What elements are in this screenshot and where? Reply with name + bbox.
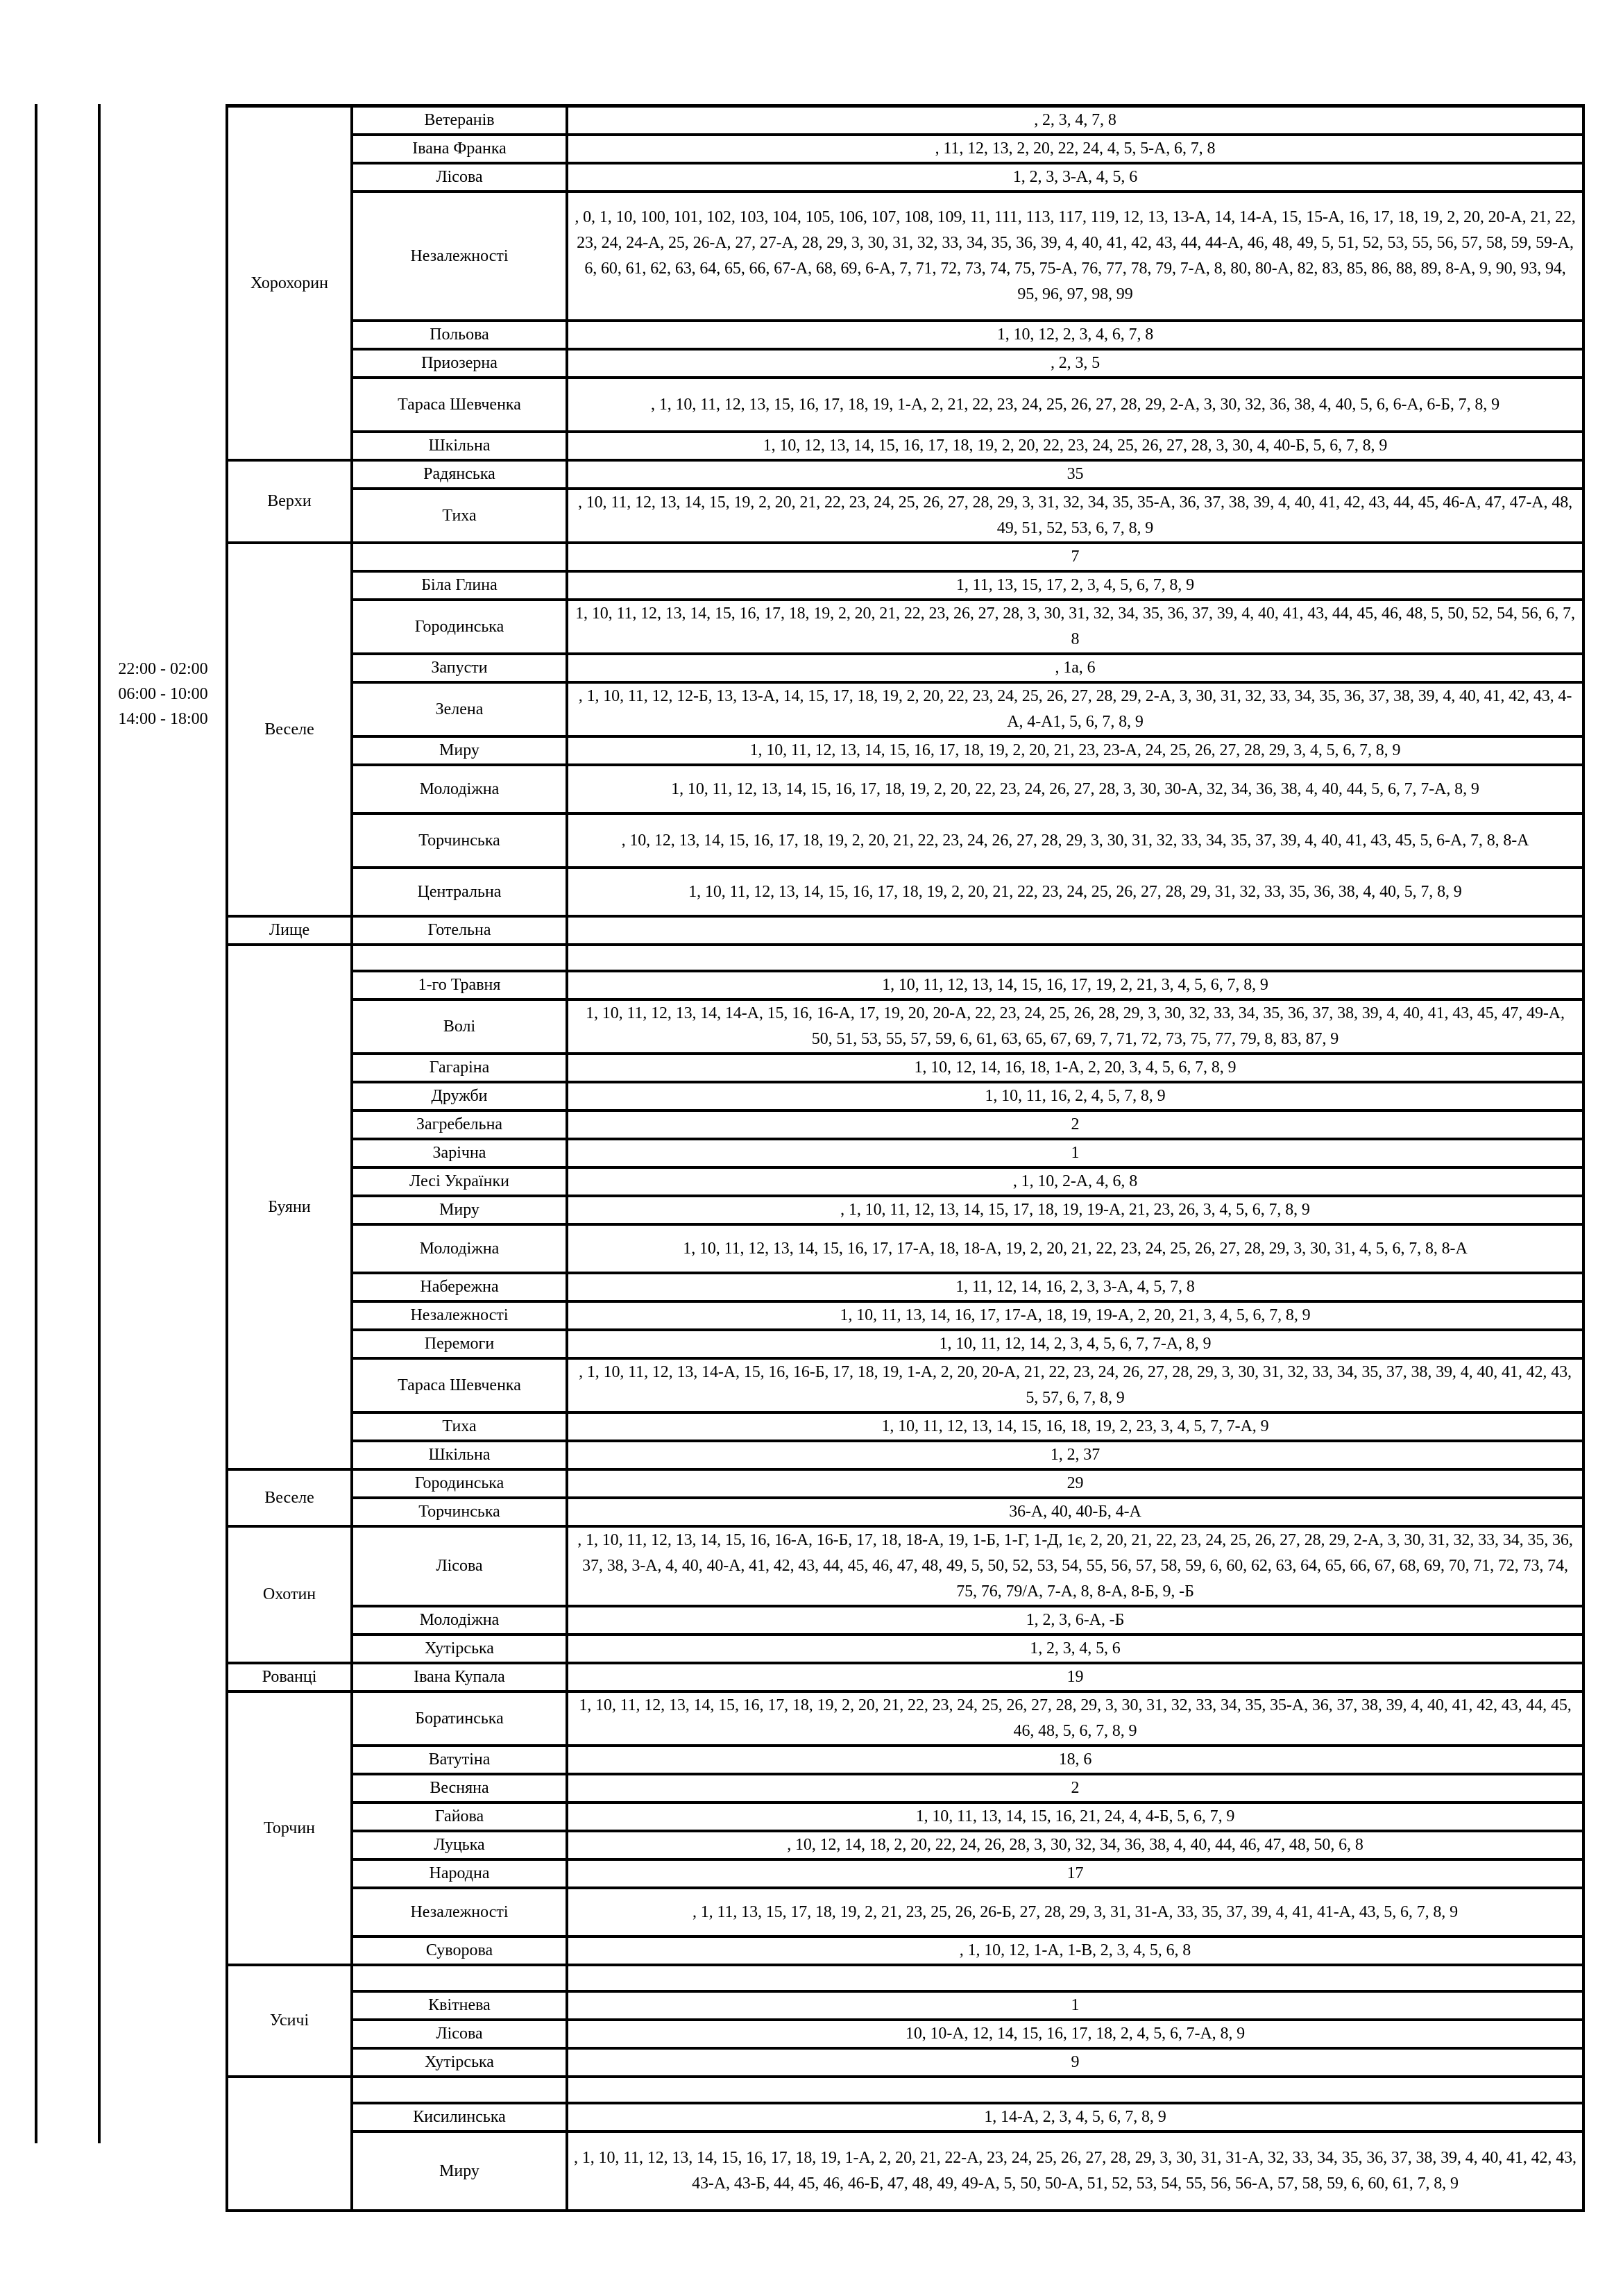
table-row	[227, 1965, 1583, 1991]
table-row	[227, 682, 1583, 736]
house-numbers-cell: 1, 10, 11, 12, 13, 14, 15, 16, 18, 19, 2, 23, 3, 4, 5, 7, 7-А, 9	[567, 1412, 1583, 1441]
street-cell	[352, 945, 567, 971]
street-cell: Гагаріна	[352, 1054, 567, 1082]
house-numbers-cell: 1, 11, 12, 14, 16, 2, 3, 3-А, 4, 5, 7, 8	[567, 1273, 1583, 1301]
street-cell: Миру	[352, 1196, 567, 1224]
table-row	[227, 1991, 1583, 2020]
street-cell: Торчинська	[352, 1498, 567, 1526]
house-numbers-cell	[567, 2077, 1583, 2103]
street-cell: Квітнева	[352, 1991, 567, 2020]
table-row	[227, 945, 1583, 971]
table-row	[227, 1526, 1583, 1606]
house-numbers-cell: 1, 10, 12, 2, 3, 4, 6, 7, 8	[567, 321, 1583, 349]
table-row	[227, 1441, 1583, 1469]
house-numbers-cell: 1, 2, 37	[567, 1441, 1583, 1469]
house-numbers-cell: , 1а, 6	[567, 654, 1583, 682]
table-body	[227, 106, 1583, 2211]
house-numbers-cell: 1, 10, 12, 13, 14, 15, 16, 17, 18, 19, 2, 20, 22, 23, 24, 25, 26, 27, 28, 3, 30, 4, 40-Б, 5, 6, 7, 8, 9	[567, 432, 1583, 460]
table-row	[227, 999, 1583, 1054]
street-cell: Молодіжна	[352, 1606, 567, 1635]
table-row	[227, 654, 1583, 682]
street-cell: Хутірська	[352, 1635, 567, 1663]
house-numbers-cell: 1, 11, 13, 15, 17, 2, 3, 4, 5, 6, 7, 8, 9	[567, 571, 1583, 600]
table-row	[227, 1412, 1583, 1441]
house-numbers-cell: , 2, 3, 5	[567, 349, 1583, 378]
village-cell	[227, 2077, 352, 2211]
table-row	[227, 868, 1583, 916]
house-numbers-cell: , 1, 10, 11, 12, 12-Б, 13, 13-А, 14, 15, 17, 18, 19, 2, 20, 22, 23, 24, 25, 26, 27, 28, 29, 2-А, 3, 30, 31, 32, 33, 34, 35, 36, 37, 38, 39, 4, 40, 41, 42, 43, 4-А, 4-А1, 5, 6, 7, 8, 9	[567, 682, 1583, 736]
table-row	[227, 1803, 1583, 1831]
street-cell: Дружби	[352, 1082, 567, 1111]
street-cell: Центральна	[352, 868, 567, 916]
table-row	[227, 1358, 1583, 1412]
house-numbers-cell: 1	[567, 1991, 1583, 2020]
house-numbers-cell: 1, 14-А, 2, 3, 4, 5, 6, 7, 8, 9	[567, 2103, 1583, 2132]
street-cell: Біла Глина	[352, 571, 567, 600]
street-cell: Кисилинська	[352, 2103, 567, 2132]
house-numbers-cell: 1, 10, 11, 12, 13, 14, 15, 16, 17, 18, 19, 2, 20, 21, 23, 23-А, 24, 25, 26, 27, 28, 29, 3, 4, 5, 6, 7, 8, 9	[567, 736, 1583, 765]
table-row	[227, 321, 1583, 349]
house-numbers-cell: , 0, 1, 10, 100, 101, 102, 103, 104, 105, 106, 107, 108, 109, 11, 111, 113, 117, 119, 12, 13, 13-А, 14, 14-А, 15, 15-А, 16, 17, 18, 19, 2, 20, 20-А, 21, 22, 23, 24, 24-А, 25, 26-А, 27, 27-А, 28, 29, 3, 30, 31, 32, 33, 34, 35, 36, 39, 4, 40, 41, 42, 43, 44, 44-А, 46, 48, 49, 5, 51, 52, 53, 55, 56, 57, 58, 59, 59-А, 6, 60, 61, 62, 63, 64, 65, 66, 67-А, 68, 69, 6-А, 7, 71, 72, 73, 74, 75, 75-А, 76, 77, 78, 79, 7-А, 8, 80, 80-А, 82, 83, 85, 86, 88, 89, 8-А, 9, 90, 93, 94, 95, 96, 97, 98, 99	[567, 192, 1583, 321]
village-cell: Охотин	[227, 1526, 352, 1663]
outage-schedule-table	[226, 104, 1585, 2212]
house-numbers-cell: 10, 10-А, 12, 14, 15, 16, 17, 18, 2, 4, 5, 6, 7-А, 8, 9	[567, 2020, 1583, 2048]
street-cell: Ватутіна	[352, 1746, 567, 1774]
house-numbers-cell: 1, 10, 12, 14, 16, 18, 1-А, 2, 20, 3, 4, 5, 6, 7, 8, 9	[567, 1054, 1583, 1082]
house-numbers-cell: , 10, 12, 14, 18, 2, 20, 22, 24, 26, 28, 3, 30, 32, 34, 36, 38, 4, 40, 44, 46, 47, 48, 50, 6, 8	[567, 1831, 1583, 1859]
table-row	[227, 489, 1583, 543]
table-row	[227, 1859, 1583, 1888]
village-cell: Верхи	[227, 460, 352, 543]
street-cell: Весняна	[352, 1774, 567, 1803]
table-row	[227, 192, 1583, 321]
street-cell: Лісова	[352, 1526, 567, 1606]
house-numbers-cell: , 1, 10, 11, 12, 13, 14, 15, 17, 18, 19, 19-А, 21, 23, 26, 3, 4, 5, 6, 7, 8, 9	[567, 1196, 1583, 1224]
street-cell: Лесі Українки	[352, 1167, 567, 1196]
table-row	[227, 600, 1583, 654]
table-row	[227, 916, 1583, 945]
house-numbers-cell	[567, 1965, 1583, 1991]
street-cell: Незалежності	[352, 1888, 567, 1936]
house-numbers-cell: , 1, 10, 11, 12, 13, 14-А, 15, 16, 16-Б, 17, 18, 19, 1-А, 2, 20, 20-А, 21, 22, 23, 24, 26, 27, 28, 29, 3, 30, 31, 32, 33, 34, 35, 37, 38, 39, 4, 40, 41, 42, 43, 5, 57, 6, 7, 8, 9	[567, 1358, 1583, 1412]
left-border-line	[35, 104, 37, 2143]
table-row	[227, 106, 1583, 135]
street-cell: Приозерна	[352, 349, 567, 378]
street-cell	[352, 543, 567, 571]
street-cell: Суворова	[352, 1936, 567, 1965]
house-numbers-cell: 18, 6	[567, 1746, 1583, 1774]
village-cell: Веселе	[227, 1469, 352, 1526]
table-row	[227, 349, 1583, 378]
table-row	[227, 1167, 1583, 1196]
village-cell: Рованці	[227, 1663, 352, 1691]
village-cell: Буяни	[227, 945, 352, 1469]
house-numbers-cell: 1, 2, 3, 6-А, -Б	[567, 1606, 1583, 1635]
village-cell: Торчин	[227, 1691, 352, 1965]
table-row	[227, 543, 1583, 571]
table-row	[227, 1054, 1583, 1082]
time-slots-cell	[101, 104, 226, 2143]
table-row	[227, 571, 1583, 600]
street-cell: Готельна	[352, 916, 567, 945]
house-numbers-cell: 1, 10, 11, 12, 14, 2, 3, 4, 5, 6, 7, 7-А, 8, 9	[567, 1330, 1583, 1358]
table-row	[227, 1498, 1583, 1526]
table-row	[227, 2103, 1583, 2132]
house-numbers-cell: 7	[567, 543, 1583, 571]
street-cell	[352, 1965, 567, 1991]
street-cell: Городинська	[352, 600, 567, 654]
house-numbers-cell: 1, 10, 11, 12, 13, 14, 15, 16, 17, 17-А, 18, 18-А, 19, 2, 20, 21, 22, 23, 24, 25, 26, 27, 28, 29, 3, 30, 31, 4, 5, 6, 7, 8, 8-А	[567, 1224, 1583, 1273]
table-row	[227, 1224, 1583, 1273]
street-cell: Івана Франка	[352, 135, 567, 163]
house-numbers-cell: , 10, 12, 13, 14, 15, 16, 17, 18, 19, 2, 20, 21, 22, 23, 24, 26, 27, 28, 29, 3, 30, 31, 32, 33, 34, 35, 37, 39, 4, 40, 41, 43, 45, 5, 6-А, 7, 8, 8-А	[567, 813, 1583, 868]
street-cell: Лісова	[352, 2020, 567, 2048]
street-cell: Шкільна	[352, 1441, 567, 1469]
house-numbers-cell: 2	[567, 1111, 1583, 1139]
table-row	[227, 1301, 1583, 1330]
street-cell: Миру	[352, 2132, 567, 2211]
house-numbers-cell: 1, 2, 3, 3-А, 4, 5, 6	[567, 163, 1583, 192]
table-row	[227, 2020, 1583, 2048]
street-cell: Городинська	[352, 1469, 567, 1498]
street-cell: Ветеранів	[352, 106, 567, 135]
table-row	[227, 765, 1583, 813]
house-numbers-cell: 1, 2, 3, 4, 5, 6	[567, 1635, 1583, 1663]
street-cell: Волі	[352, 999, 567, 1054]
table-row	[227, 1196, 1583, 1224]
street-cell: Набережна	[352, 1273, 567, 1301]
house-numbers-cell: 17	[567, 1859, 1583, 1888]
table-row	[227, 460, 1583, 489]
table-row	[227, 813, 1583, 868]
street-cell: Польова	[352, 321, 567, 349]
table-row	[227, 1111, 1583, 1139]
house-numbers-cell	[567, 945, 1583, 971]
table-row	[227, 1606, 1583, 1635]
table-row	[227, 1774, 1583, 1803]
house-numbers-cell: 1, 10, 11, 12, 13, 14, 15, 16, 17, 18, 19, 2, 20, 21, 22, 23, 24, 25, 26, 27, 28, 29, 31, 32, 33, 35, 36, 38, 4, 40, 5, 7, 8, 9	[567, 868, 1583, 916]
street-cell: Тиха	[352, 1412, 567, 1441]
time-slot: 14:00 - 18:00	[118, 710, 208, 728]
house-numbers-cell: , 1, 11, 13, 15, 17, 18, 19, 2, 21, 23, 25, 26, 26-Б, 27, 28, 29, 3, 31, 31-А, 33, 35, 37, 39, 4, 41, 41-А, 43, 5, 6, 7, 8, 9	[567, 1888, 1583, 1936]
table-row	[227, 163, 1583, 192]
table-row	[227, 2077, 1583, 2103]
village-cell: Усичі	[227, 1965, 352, 2077]
village-cell: Лище	[227, 916, 352, 945]
street-cell: Тиха	[352, 489, 567, 543]
house-numbers-cell: 1, 10, 11, 12, 13, 14, 14-А, 15, 16, 16-А, 17, 19, 20, 20-А, 22, 23, 24, 25, 26, 28, 29, 3, 30, 32, 33, 34, 35, 36, 37, 38, 39, 4, 40, 41, 43, 45, 47, 49-А, 50, 51, 53, 55, 57, 59, 6, 61, 63, 65, 67, 69, 7, 71, 72, 73, 75, 77, 79, 8, 83, 87, 9	[567, 999, 1583, 1054]
house-numbers-cell: , 1, 10, 11, 12, 13, 14, 15, 16, 16-А, 16-Б, 17, 18, 18-А, 19, 1-Б, 1-Г, 1-Д, 1є, 2, 20, 21, 22, 23, 24, 25, 26, 27, 28, 29, 2-А, 3, 30, 31, 32, 33, 34, 35, 36, 37, 38, 3-А, 4, 40, 40-А, 41, 42, 43, 44, 45, 46, 47, 48, 49, 5, 50, 52, 53, 54, 55, 56, 57, 58, 59, 6, 60, 62, 63, 64, 65, 66, 67, 68, 69, 70, 71, 72, 73, 74, 75, 76, 79/А, 7-А, 8, 8-А, 8-Б, 9, -Б	[567, 1526, 1583, 1606]
house-numbers-cell: 1, 10, 11, 13, 14, 15, 16, 21, 24, 4, 4-Б, 5, 6, 7, 9	[567, 1803, 1583, 1831]
house-numbers-cell: 1, 10, 11, 12, 13, 14, 15, 16, 17, 19, 2, 21, 3, 4, 5, 6, 7, 8, 9	[567, 971, 1583, 999]
street-cell	[352, 2077, 567, 2103]
street-cell: Івана Купала	[352, 1663, 567, 1691]
house-numbers-cell: , 1, 10, 11, 12, 13, 14, 15, 16, 17, 18, 19, 1-А, 2, 20, 21, 22-А, 23, 24, 25, 26, 27, 28, 29, 3, 30, 31, 31-А, 32, 33, 34, 35, 36, 37, 38, 39, 4, 40, 41, 42, 43, 43-А, 43-Б, 44, 45, 46, 46-Б, 47, 48, 49, 49-А, 5, 50, 50-А, 51, 52, 53, 54, 55, 56, 56-А, 57, 58, 59, 6, 60, 61, 7, 8, 9	[567, 2132, 1583, 2211]
street-cell: Лісова	[352, 163, 567, 192]
table-row	[227, 378, 1583, 432]
table-row	[227, 1469, 1583, 1498]
street-cell: Зарічна	[352, 1139, 567, 1167]
table-row	[227, 1936, 1583, 1965]
street-cell: Незалежності	[352, 192, 567, 321]
house-numbers-cell: , 1, 10, 2-А, 4, 6, 8	[567, 1167, 1583, 1196]
table-row	[227, 1273, 1583, 1301]
house-numbers-cell: 29	[567, 1469, 1583, 1498]
table-row	[227, 432, 1583, 460]
street-cell: Молодіжна	[352, 765, 567, 813]
house-numbers-cell: 1, 10, 11, 16, 2, 4, 5, 7, 8, 9	[567, 1082, 1583, 1111]
street-cell: Миру	[352, 736, 567, 765]
table-row	[227, 2048, 1583, 2077]
village-cell: Веселе	[227, 543, 352, 916]
house-numbers-cell: , 2, 3, 4, 7, 8	[567, 106, 1583, 135]
table-row	[227, 736, 1583, 765]
street-cell: Хутірська	[352, 2048, 567, 2077]
time-slot: 06:00 - 10:00	[118, 685, 208, 703]
street-cell: Гайова	[352, 1803, 567, 1831]
time-slot: 22:00 - 02:00	[118, 660, 208, 678]
house-numbers-cell: 1, 10, 11, 12, 13, 14, 15, 16, 17, 18, 19, 2, 20, 22, 23, 24, 26, 27, 28, 3, 30, 30-А, 32, 34, 36, 38, 4, 40, 44, 5, 6, 7, 7-А, 8, 9	[567, 765, 1583, 813]
house-numbers-cell: 36-А, 40, 40-Б, 4-А	[567, 1498, 1583, 1526]
street-cell: Запусти	[352, 654, 567, 682]
house-numbers-cell: 2	[567, 1774, 1583, 1803]
village-cell: Хорохорин	[227, 106, 352, 461]
table-row	[227, 2132, 1583, 2211]
table-row	[227, 1746, 1583, 1774]
street-cell: Перемоги	[352, 1330, 567, 1358]
table-row	[227, 1330, 1583, 1358]
house-numbers-cell: , 1, 10, 11, 12, 13, 15, 16, 17, 18, 19, 1-А, 2, 21, 22, 23, 24, 25, 26, 27, 28, 29, 2-А, 3, 30, 32, 36, 38, 4, 40, 5, 6, 6-А, 6-Б, 7, 8, 9	[567, 378, 1583, 432]
table-row	[227, 135, 1583, 163]
street-cell: Радянська	[352, 460, 567, 489]
street-cell: Молодіжна	[352, 1224, 567, 1273]
street-cell: Луцька	[352, 1831, 567, 1859]
table-row	[227, 971, 1583, 999]
street-cell: Шкільна	[352, 432, 567, 460]
house-numbers-cell	[567, 916, 1583, 945]
house-numbers-cell: 1, 10, 11, 12, 13, 14, 15, 16, 17, 18, 19, 2, 20, 21, 22, 23, 24, 25, 26, 27, 28, 29, 3, 30, 31, 32, 33, 34, 35, 35-А, 36, 37, 38, 39, 4, 40, 41, 42, 43, 44, 45, 46, 48, 5, 6, 7, 8, 9	[567, 1691, 1583, 1746]
house-numbers-cell: 35	[567, 460, 1583, 489]
table-row	[227, 1082, 1583, 1111]
house-numbers-cell: 9	[567, 2048, 1583, 2077]
table-row	[227, 1691, 1583, 1746]
house-numbers-cell: , 1, 10, 12, 1-А, 1-В, 2, 3, 4, 5, 6, 8	[567, 1936, 1583, 1965]
house-numbers-cell: 19	[567, 1663, 1583, 1691]
table-row	[227, 1139, 1583, 1167]
street-cell: 1-го Травня	[352, 971, 567, 999]
house-numbers-cell: 1, 10, 11, 12, 13, 14, 15, 16, 17, 18, 19, 2, 20, 21, 22, 23, 26, 27, 28, 3, 30, 31, 32, 34, 35, 36, 37, 39, 4, 40, 41, 43, 44, 45, 46, 48, 5, 50, 52, 54, 56, 6, 7, 8	[567, 600, 1583, 654]
street-cell: Торчинська	[352, 813, 567, 868]
street-cell: Загребельна	[352, 1111, 567, 1139]
street-cell: Тараса Шевченка	[352, 378, 567, 432]
street-cell: Тараса Шевченка	[352, 1358, 567, 1412]
house-numbers-cell: 1, 10, 11, 13, 14, 16, 17, 17-А, 18, 19, 19-А, 2, 20, 21, 3, 4, 5, 6, 7, 8, 9	[567, 1301, 1583, 1330]
street-cell: Народна	[352, 1859, 567, 1888]
table-row	[227, 1663, 1583, 1691]
street-cell: Зелена	[352, 682, 567, 736]
table-row	[227, 1635, 1583, 1663]
street-cell: Боратинська	[352, 1691, 567, 1746]
house-numbers-cell: , 10, 11, 12, 13, 14, 15, 19, 2, 20, 21, 22, 23, 24, 25, 26, 27, 28, 29, 3, 31, 32, 34, 35, 35-А, 36, 37, 38, 39, 4, 40, 41, 42, 43, 44, 45, 46-А, 47, 47-А, 48, 49, 51, 52, 53, 6, 7, 8, 9	[567, 489, 1583, 543]
house-numbers-cell: 1	[567, 1139, 1583, 1167]
table-row	[227, 1888, 1583, 1936]
table-row	[227, 1831, 1583, 1859]
street-cell: Незалежності	[352, 1301, 567, 1330]
house-numbers-cell: , 11, 12, 13, 2, 20, 22, 24, 4, 5, 5-А, 6, 7, 8	[567, 135, 1583, 163]
